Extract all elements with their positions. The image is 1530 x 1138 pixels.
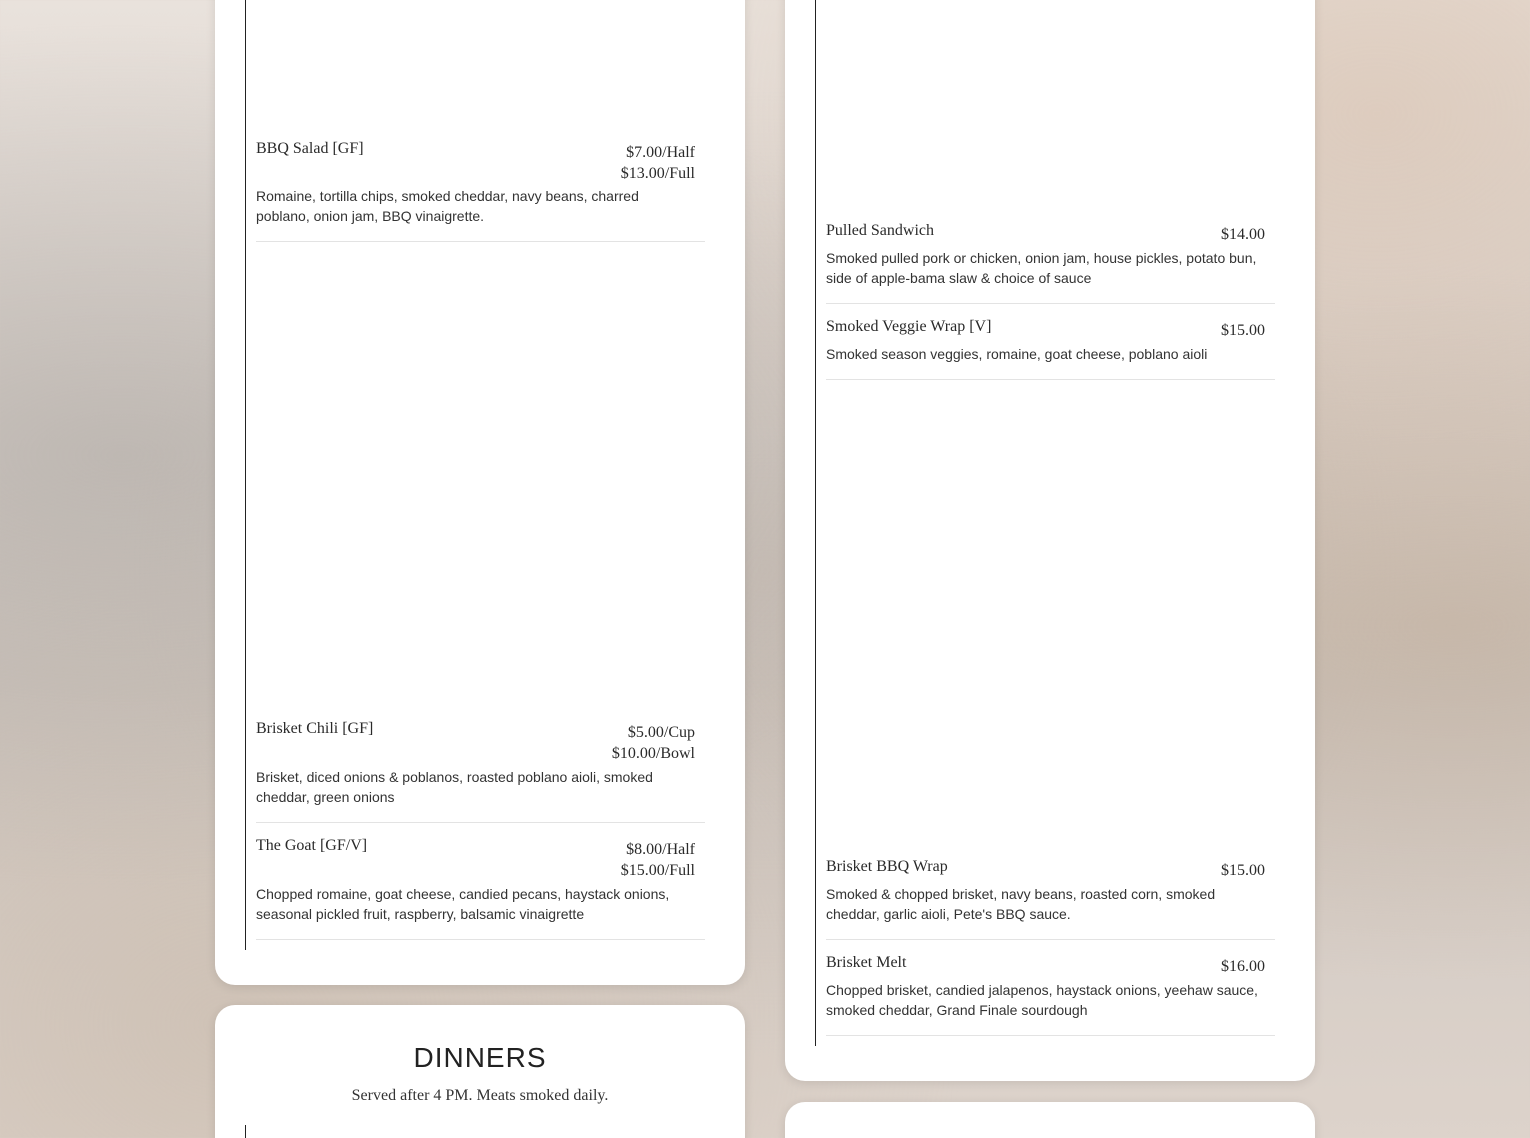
- menu-item-description: Chopped romaine, goat cheese, candied pecans, haystack onions, seasonal pickled fruit, raspberry, balsamic vinaigrette: [256, 886, 670, 922]
- menu-item-prices: [612, 722, 695, 764]
- menu-card-next: [785, 1102, 1315, 1138]
- item-divider: [826, 303, 1275, 304]
- menu-item-prices: [1221, 224, 1265, 245]
- menu-item-price: $14.00: [1221, 226, 1265, 243]
- menu-item-prices: [1221, 320, 1265, 341]
- menu-item-description: Smoked season veggies, romaine, goat cheese, poblano aioli: [826, 346, 1208, 362]
- menu-item-description: Romaine, tortilla chips, smoked cheddar, navy beans, charred poblano, onion jam, BBQ vinaigrette.: [256, 188, 639, 224]
- menu-item-price: $16.00: [1221, 958, 1265, 975]
- item-divider: [826, 379, 1275, 380]
- menu-item-name: Smoked Veggie Wrap [V]: [826, 318, 992, 335]
- item-divider: [256, 939, 705, 940]
- menu-item-price: $13.00/Full: [620, 165, 695, 182]
- menu-item-description: Smoked pulled pork or chicken, onion jam, house pickles, potato bun, side of apple-bama slaw & choice of sauce: [826, 250, 1257, 286]
- menu-item-prices: [621, 142, 695, 184]
- menu-item-price: $5.00/Cup: [627, 724, 695, 741]
- menu-item-description: Smoked & chopped brisket, navy beans, roasted corn, smoked cheddar, garlic aioli, Pete's BBQ sauce.: [826, 886, 1216, 922]
- menu-item-name: Brisket Melt: [826, 954, 907, 971]
- menu-item-price: $15.00/Full: [620, 862, 695, 879]
- column-rule: [815, 0, 816, 1046]
- item-divider: [826, 939, 1275, 940]
- menu-item-description: Chopped brisket, candied jalapenos, haystack onions, yeehaw sauce, smoked cheddar, Grand Finale sourdough: [826, 982, 1258, 1018]
- section-subtitle: Served after 4 PM. Meats smoked daily.: [351, 1087, 609, 1104]
- menu-item-prices: [621, 839, 695, 881]
- column-rule: [245, 0, 246, 950]
- menu-item-description: Brisket, diced onions & poblanos, roasted poblano aioli, smoked cheddar, green onions: [256, 769, 653, 805]
- menu-item-name: Brisket BBQ Wrap: [826, 858, 948, 875]
- item-divider: [826, 1035, 1275, 1036]
- section-title: DINNERS: [413, 1042, 547, 1073]
- menu-item-price: $8.00/Half: [626, 841, 695, 858]
- menu-item-prices: [1221, 956, 1265, 977]
- item-divider: [256, 822, 705, 823]
- column-rule: [245, 1125, 246, 1138]
- menu-item-price: $15.00: [1221, 322, 1265, 339]
- menu-item-name: BBQ Salad [GF]: [256, 140, 364, 157]
- menu-item-price: $15.00: [1221, 862, 1265, 879]
- menu-item-name: Brisket Chili [GF]: [256, 720, 374, 737]
- menu-item-name: The Goat [GF/V]: [256, 837, 368, 854]
- menu-item-prices: [1221, 860, 1265, 881]
- menu-item-price: $7.00/Half: [626, 144, 695, 161]
- item-divider: [256, 241, 705, 242]
- menu-item-price: $10.00/Bowl: [611, 745, 695, 762]
- menu-item-name: Pulled Sandwich: [826, 222, 934, 239]
